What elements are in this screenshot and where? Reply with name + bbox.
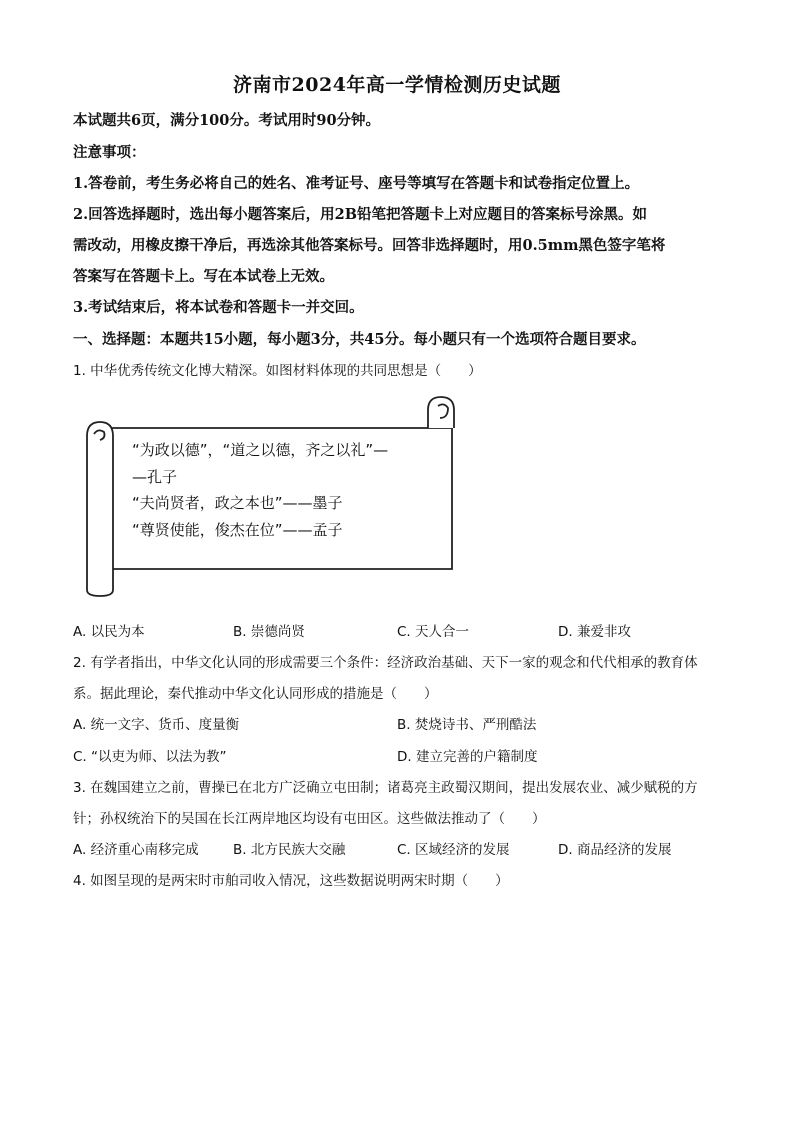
notice-item: 需改动，用橡皮擦干净后，再选涂其他答案标号。回答非选择题时，用0.5mm黑色签字笔将 — [73, 237, 666, 254]
option-a[interactable]: A. 经济重心南移完成 — [73, 842, 199, 858]
notice-item: 答案写在答题卡上。写在本试卷上无效。 — [73, 268, 334, 285]
option-c[interactable]: C. 区域经济的发展 — [397, 842, 510, 858]
option-a[interactable]: A. 以民为本 — [73, 624, 145, 640]
option-b[interactable]: B. 焚烧诗书、严刑酷法 — [397, 717, 537, 733]
question-2-stem: 系。据此理论，秦代推动中华文化认同形成的措施是（ ） — [73, 686, 438, 702]
page-title: 济南市2024年高一学情检测历史试题 — [233, 74, 561, 96]
exam-intro: 本试题共6页，满分100分。考试用时90分钟。 — [73, 112, 381, 129]
notice-item: 3.考试结束后，将本试卷和答题卡一并交回。 — [73, 299, 364, 316]
option-b[interactable]: B. 崇德尚贤 — [233, 624, 305, 640]
scroll-line: “夫尚贤者，政之本也”——墨子 — [132, 494, 343, 512]
option-d[interactable]: D. 商品经济的发展 — [558, 842, 672, 858]
question-1-stem: 1. 中华优秀传统文化博大精深。如图材料体现的共同思想是（ ） — [73, 363, 482, 379]
section-heading: 一、选择题：本题共15小题，每小题3分，共45分。每小题只有一个选项符合题目要求。 — [73, 331, 646, 348]
scroll-line: “尊贤使能，俊杰在位”——孟子 — [132, 521, 343, 539]
option-d[interactable]: D. 兼爱非攻 — [558, 624, 631, 640]
notice-item: 1.答卷前，考生务必将自己的姓名、准考证号、座号等填写在答题卡和试卷指定位置上。 — [73, 175, 640, 192]
question-4-stem: 4. 如图呈现的是两宋时市舶司收入情况，这些数据说明两宋时期（ ） — [73, 873, 509, 889]
option-d[interactable]: D. 建立完善的户籍制度 — [397, 749, 538, 765]
scroll-line: “为政以德”，“道之以德，齐之以礼”— — [132, 441, 389, 459]
scroll-line: —孔子 — [132, 468, 178, 486]
question-3-stem: 3. 在魏国建立之前，曹操已在北方广泛确立屯田制；诸葛亮主政蜀汉期间，提出发展农业、减少赋税的方 — [73, 780, 698, 796]
option-a[interactable]: A. 统一文字、货币、度量衡 — [73, 717, 240, 733]
option-b[interactable]: B. 北方民族大交融 — [233, 842, 346, 858]
question-3-stem: 针；孙权统治下的吴国在长江两岸地区均设有屯田区。这些做法推动了（ ） — [73, 811, 546, 827]
notice-heading: 注意事项： — [73, 144, 146, 161]
option-c[interactable]: C. 天人合一 — [397, 624, 470, 640]
question-2-stem: 2. 有学者指出，中华文化认同的形成需要三个条件：经济政治基础、天下一家的观念和代代相承的教育体 — [73, 655, 698, 671]
option-c[interactable]: C. “以吏为师、以法为教” — [73, 749, 227, 765]
notice-item: 2.回答选择题时，选出每小题答案后，用2B铅笔把答题卡上对应题目的答案标号涂黑。如 — [73, 206, 647, 223]
